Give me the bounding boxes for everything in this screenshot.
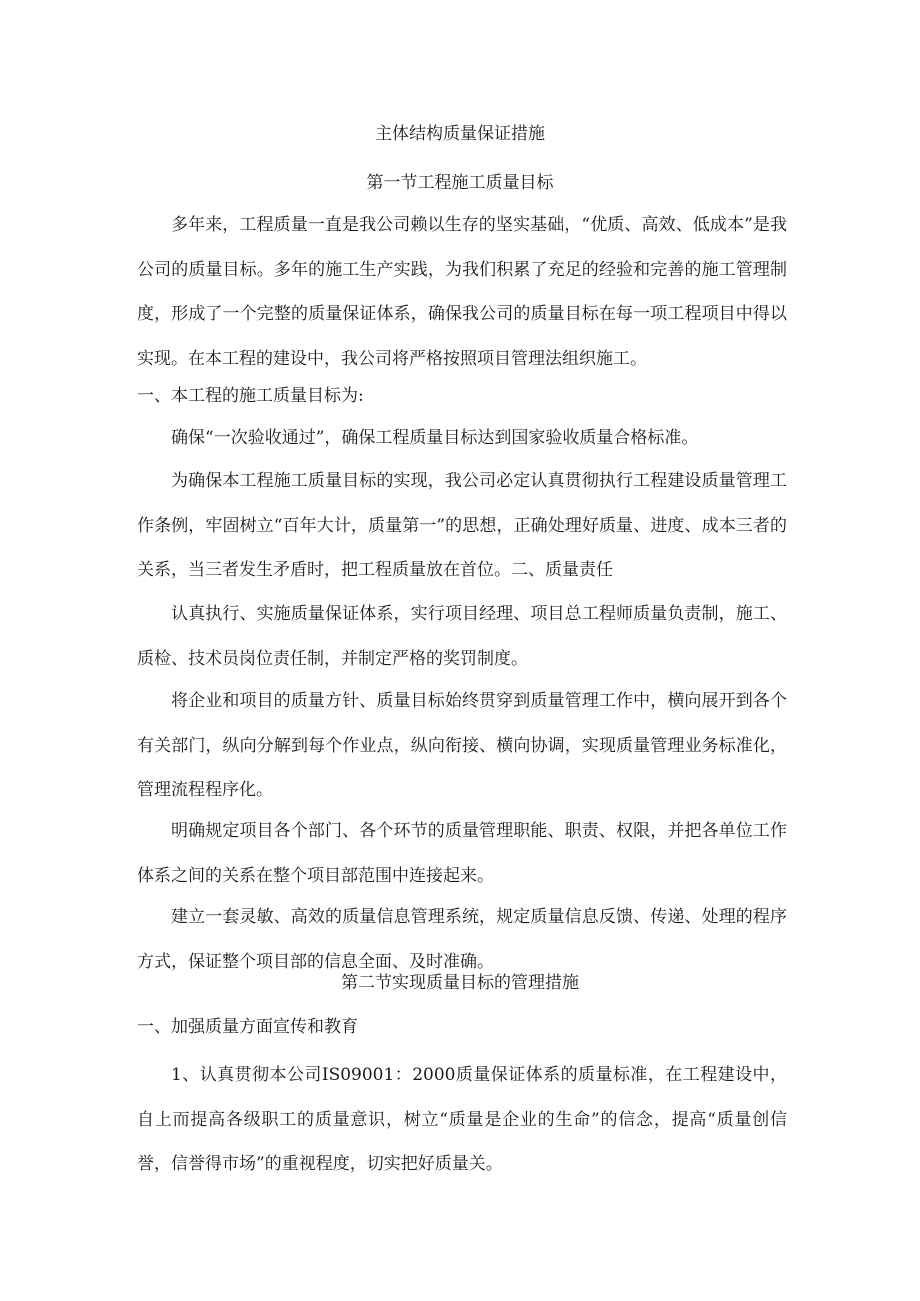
paragraph-7: 建立一套灵敏、高效的质量信息管理系统，规定质量信息反馈、传递、处理的程序方式，保证整个项目部的信息全面、及时准确。	[137, 907, 787, 972]
heading-2: 一、加强质量方面宣传和教育	[137, 1017, 358, 1037]
document-title: 主体结构质量保证措施	[375, 124, 545, 144]
paragraph-2: 确保“一次验收通过”，确保工程质量目标达到国家验收质量合格标准。	[171, 428, 699, 448]
heading-1: 一、本工程的施工质量目标为:	[137, 386, 364, 406]
paragraph-1: 多年来，工程质量一直是我公司赖以生存的坚实基础，“优质、高效、低成本”是我公司的质量目标。多年的施工生产实践，为我们积累了充足的经验和完善的施工管理制度，形成了一个完整的质量保证体系，确保我公司的质量目标在每一项工程项目中得以实现。在本工程的建设中，我公司将严格按照项目管理法组织施工。	[137, 215, 787, 369]
paragraph-4: 认真执行、实施质量保证体系，实行项目经理、项目总工程师质量负责制，施工、质检、技术员岗位责任制，并制定严格的奖罚制度。	[137, 604, 787, 669]
paragraph-8: 1、认真贯彻本公司IS09001：2000质量保证体系的质量标准，在工程建设中，自上而提高各级职工的质量意识，树立“质量是企业的生命”的信念，提高“质量创信誉，信誉得市场”的重视程度，切实把好质量关。	[137, 1065, 787, 1174]
paragraph-6: 明确规定项目各个部门、各个环节的质量管理职能、职责、权限，并把各单位工作体系之间的关系在整个项目部范围中连接起来。	[137, 821, 787, 886]
paragraph-5: 将企业和项目的质量方针、质量目标始终贯穿到质量管理工作中，横向展开到各个有关部门，纵向分解到每个作业点，纵向衔接、横向协调，实现质量管理业务标准化，管理流程程序化。	[137, 691, 787, 800]
paragraph-3: 为确保本工程施工质量目标的实现，我公司必定认真贯彻执行工程建设质量管理工作条例，牢固树立“百年大计，质量第一”的思想，正确处理好质量、进度、成本三者的关系，当三者发生矛盾时，把工程质量放在首位。二、质量责任	[137, 471, 787, 580]
section-1-title: 第一节工程施工质量目标	[366, 173, 554, 193]
section-2-title: 第二节实现质量目标的管理措施	[341, 973, 579, 993]
